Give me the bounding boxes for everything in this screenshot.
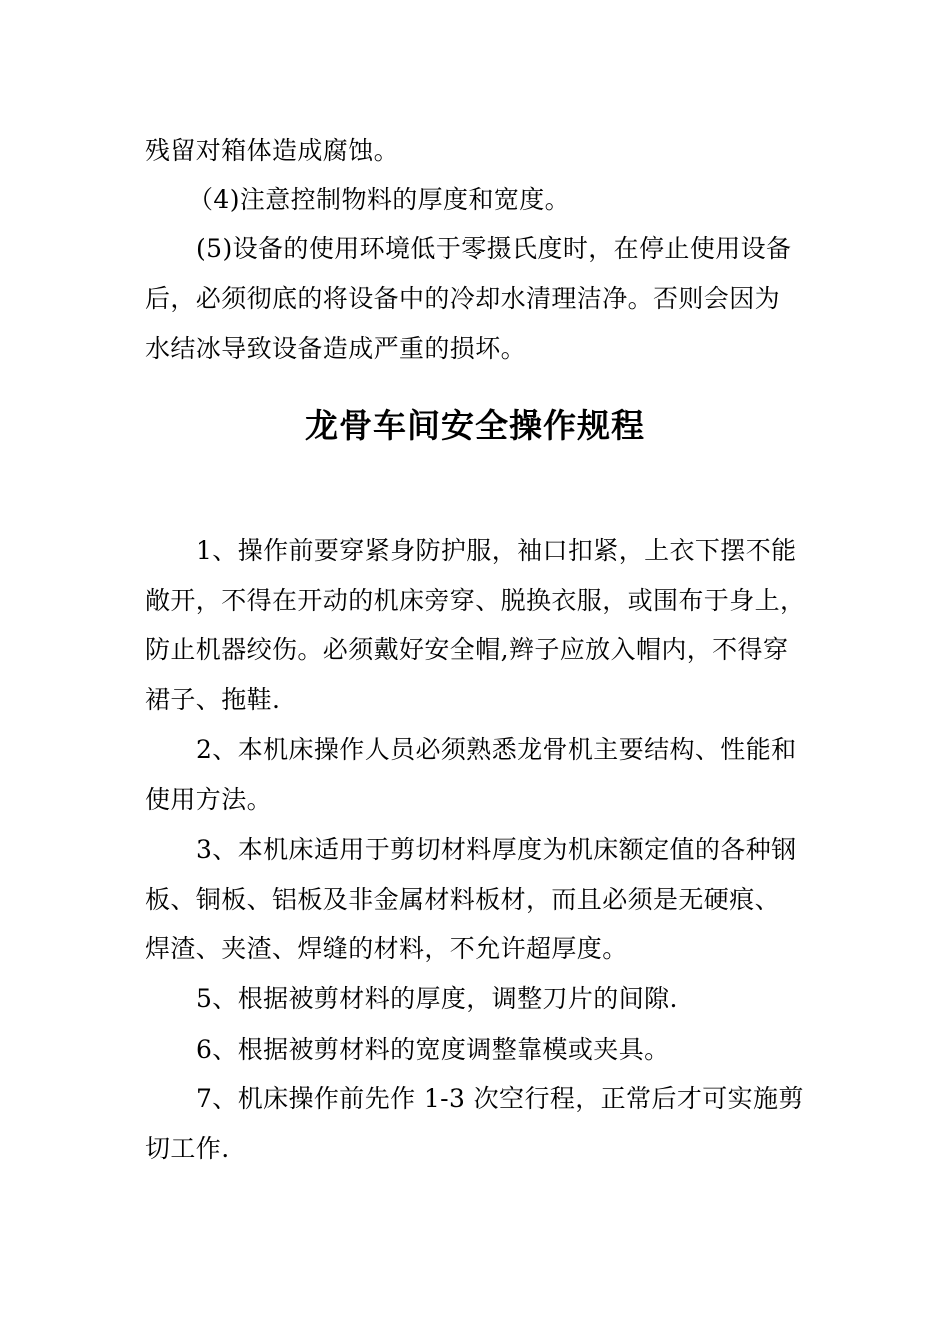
text-line: 6、根据被剪材料的宽度调整靠模或夹具。 bbox=[196, 1035, 670, 1064]
text-line: 水结冰导致设备造成严重的损坏。 bbox=[145, 334, 527, 363]
text-line: 裙子、拖鞋. bbox=[145, 685, 281, 714]
text-line: 5、根据被剪材料的厚度，调整刀片的间隙. bbox=[196, 984, 678, 1013]
text-line: 3、本机床适用于剪切材料厚度为机床额定值的各种钢 bbox=[196, 835, 797, 864]
text-line: 使用方法。 bbox=[145, 785, 273, 814]
text-line: 后，必须彻底的将设备中的冷却水清理洁净。否则会因为 bbox=[145, 284, 781, 313]
text-line: 焊渣、夹渣、焊缝的材料，不允许超厚度。 bbox=[145, 934, 628, 963]
text-line: (5)设备的使用环境低于零摄氏度时，在停止使用设备 bbox=[196, 234, 792, 263]
text-line: 板、铜板、铝板及非金属材料板材，而且必须是无硬痕、 bbox=[145, 885, 781, 914]
section-title: 龙骨车间安全操作规程 bbox=[305, 406, 645, 445]
text-line: 敞开，不得在开动的机床旁穿、脱换衣服，或围布于身上， bbox=[145, 586, 806, 615]
text-line: （4)注意控制物料的厚度和宽度。 bbox=[188, 185, 571, 214]
text-line: 1、操作前要穿紧身防护服，袖口扣紧，上衣下摆不能 bbox=[196, 536, 797, 565]
text-line: 防止机器绞伤。必须戴好安全帽,辫子应放入帽内，不得穿 bbox=[145, 635, 789, 664]
text-line: 2、本机床操作人员必须熟悉龙骨机主要结构、性能和 bbox=[196, 735, 797, 764]
text-line: 切工作. bbox=[145, 1134, 230, 1163]
text-line: 残留对箱体造成腐蚀。 bbox=[145, 136, 400, 165]
text-line: 7、机床操作前先作 1-3 次空行程，正常后才可实施剪 bbox=[196, 1084, 804, 1113]
